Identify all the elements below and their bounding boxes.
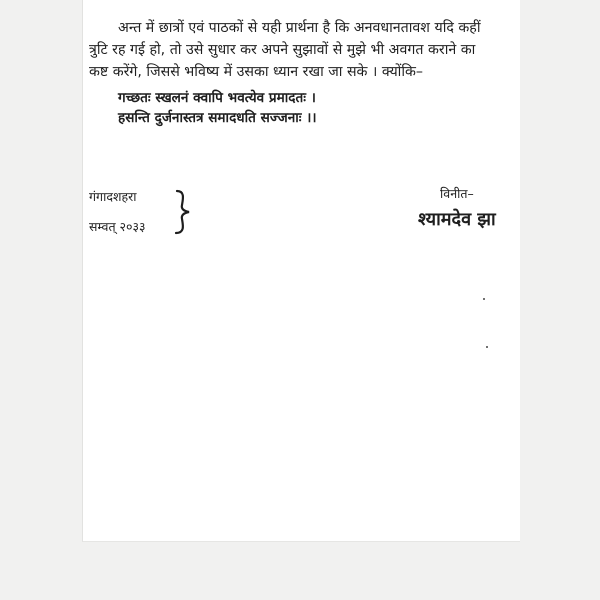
author-signature: श्यामदेव झा <box>418 209 496 230</box>
closing-date: सम्वत् २०३३ <box>89 219 146 234</box>
scan-speck <box>483 298 485 300</box>
closing-place: गंगादशहरा <box>89 189 137 204</box>
verse-line-1: गच्छतः स्खलनं क्वापि भवत्येव प्रमादतः । <box>118 90 316 106</box>
preface-line-2: त्रुटि रह गई हो, तो उसे सुधार कर अपने सुझावों से मुझे भी अवगत कराने का <box>89 42 476 58</box>
preface-line-3: कष्ट करेंगे, जिससे भविष्य में उसका ध्यान रखा जा सके । क्योंकि– <box>89 64 424 80</box>
verse-line-2: हसन्ति दुर्जनास्तत्र समादधति सज्जनाः ।। <box>118 110 317 126</box>
curly-brace-icon <box>172 189 194 235</box>
closing-salutation: विनीत– <box>440 186 474 201</box>
scan-speck <box>486 346 488 348</box>
preface-line-1: अन्त में छात्रों एवं पाठकों से यही प्रार्थना है कि अनवधानतावश यदि कहीं <box>118 20 481 36</box>
